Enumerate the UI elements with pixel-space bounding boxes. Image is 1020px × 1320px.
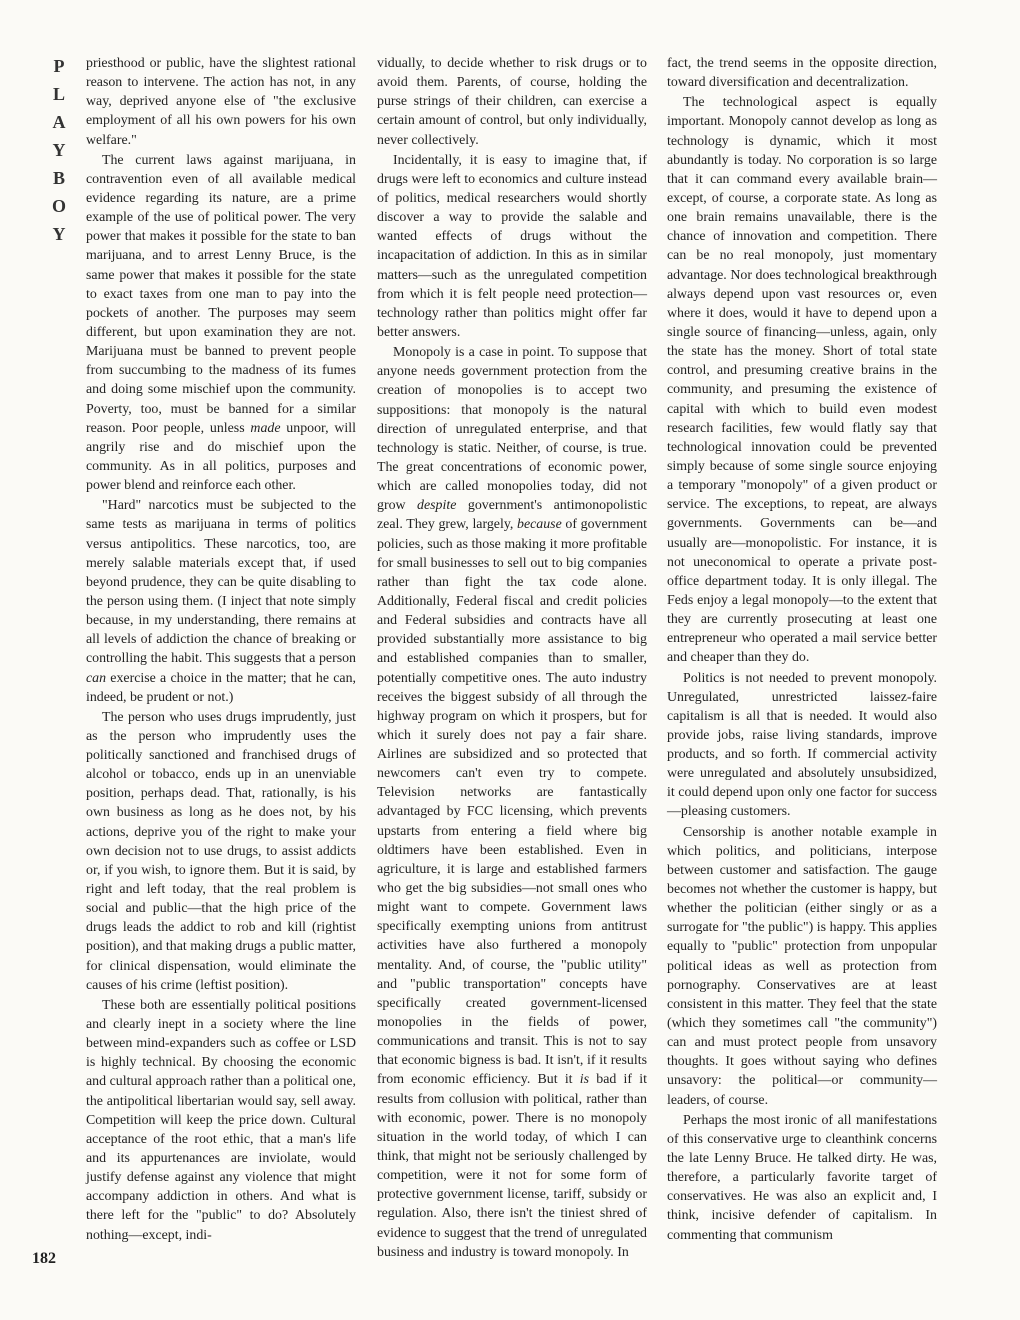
paragraph: The technological aspect is equally important. Monopoly cannot develop as long as technology is dynamic, which it most abundantly is today. No corporation is so large that it can command every available brain—except, of course, a corporate state. As long as one brain remains unavailable, there is the chance of innovation and competition. There can be no real monopoly, just momentary advantage. Nor does technological breakthrough always depend upon vast resources or, even where it does, would it have to depend upon a single source of financing—unless, again, only the state has the money. Short of total state control, and presuming creative brains in the community, and presuming the existence of capital with which to build even modest research facilities, few would flatly say that technological innovation could be prevented simply because of some single source enjoying a temporary "monopoly" of a given product or service. The exceptions, to repeat, are always governments. Governments can be—and usually are—monopolistic. For instance, it is not uneconomical to operate a private post-office department today. It is only illegal. The Feds enjoy a legal monopoly—to the extent that they are currently prosecuting at least one entrepreneur who operated a mail service better and cheaper than they do. [667, 95, 937, 666]
running-head-letter: Y [52, 224, 66, 244]
running-head-letter: O [51, 196, 66, 216]
paragraph: Monopoly is a case in point. To suppose that anyone needs government protection from the creation of monopolies is to accept two suppositions: that monopoly is the natural direction of unregulated enterprise, and that technology is static. Neither, of course, is true. The great concentrations of economic power, which are called monopolies today, did not grow despite government's antimonopolistic zeal. They grew, largely, because of government policies, such as those making it more profitable for small businesses to sell out to big companies rather than fight the tax code alone. Additionally, Federal fiscal and credit policies and Federal subsidies and contracts have all provided substantially more assistance to big and established companies than to smaller, potentially competitive ones. The auto industry receives the biggest subsidy of all through the highway program on which it prospers, but for which it surely does not pay a fair share. Airlines are subsidized and so protected that newcomers can't even try to compete. Television networks are fantastically advantaged by FCC licensing, which prevents upstarts from entering a field where big oldtimers have been established. Even in agriculture, it is large and established farmers who get the big subsidies—not small ones who might want to compete. Government laws specifically exempting unions from antitrust activities have also furthered a monopoly mentality. And, of course, the "public utility" and "public transportation" concepts have specifically created government-licensed monopolies in the fields of power, communications and transit. This is not to say that economic bigness is bad. It isn't, if it results from economic efficiency. But it is bad if it results from collusion with political, rather than with economic, power. There is no monopoly situation in the world today, of which I can think, that might not be seriously challenged by competition, were it not for some form of protective government license, tariff, subsidy or regulation. Also, there isn't the tiniest shred of evidence to suggest that the trend of unregulated business and industry is toward monopoly. In [377, 345, 647, 1260]
paragraph: "Hard" narcotics must be subjected to the same tests as marijuana in terms of politics versus antipolitics. These narcotics, too, are merely salable materials except that, if used beyond prudence, they can be quite disabling to the person using them. (I inject that note simply because, in my understanding, there remains at all levels of addiction the chance of breaking or controlling the habit. This suggests that a person can exercise a choice in the matter; that he can, indeed, be prudent or not.) [86, 498, 356, 705]
paragraph: The person who uses drugs imprudently, just as the person who imprudently uses the politically sanctioned and franchised drugs of alcohol or tobacco, ends up in an unenviable position, perhaps dead. That, rationally, is his own business as long as he does not, by his actions, deprive you of the right to make your own decision not to use drugs, to assist addicts or, if you wish, to ignore them. But it is said, by right and left today, that the real problem is social and public—that the high price of the drugs leads the addict to rob and kill (rightist position), and that making drugs a public matter, for clinical dispensation, would eliminate the causes of his crime (leftist position). [86, 709, 356, 993]
text-column-3 [667, 54, 937, 1245]
running-head-letter: L [52, 84, 65, 104]
running-head [48, 52, 70, 248]
text-column-1 [86, 54, 356, 1245]
emphasis: because [517, 517, 562, 533]
emphasis: is [579, 1072, 590, 1088]
paragraph: Censorship is another notable example in which politics, and politicians, interpose between customer and satisfaction. The gauge becomes not whether the customer is happy, but whether the politician (either singly or as a surrogate for "the public") is happy. This applies equally to "public" protection from unpopular political ideas as well as protection from pornography. Conservatives are at least consistent in this matter. They feel that the state (which they sometimes call "the community") can and must protect people from unsavory thoughts. It goes without saying who defines unsavory: the political—or community—leaders, of course. [667, 824, 937, 1108]
text-column-2 [377, 54, 647, 1262]
running-head-letter: Y [52, 140, 66, 160]
paragraph: vidually, to decide whether to risk drugs or to avoid them. Parents, of course, holding the purse strings of their children, can exercise a certain amount of control, but only individually, never collectively. [377, 56, 647, 148]
running-head-letter: A [52, 112, 66, 132]
emphasis: despite [417, 498, 457, 514]
running-head-letter: B [52, 168, 65, 188]
emphasis: made [250, 420, 281, 436]
paragraph: Politics is not needed to prevent monopoly. Unregulated, unrestricted laissez-faire capitalism is all that is needed. It would also provide jobs, raise living standards, improve products, and so forth. If commercial activity were unregulated and absolutely unsubsidized, it could depend upon only one factor for success—pleasing customers. [667, 670, 937, 820]
emphasis: can [86, 670, 107, 686]
running-head-letter: P [53, 56, 65, 76]
paragraph: The current laws against marijuana, in contravention even of all available medical evidence regarding its nature, are a prime example of the use of political power. The very power that makes it possible for the state to ban marijuana, and to arrest Lenny Bruce, is the same power that makes it possible for the state to exact taxes from one man to pay into the pockets of another. The purposes may seem different, but upon examination they are not. Marijuana must be banned to prevent people from succumbing to the madness of its fumes and doing some mischief upon the community. Poverty, too, must be banned for a similar reason. Poor people, unless made unpoor, will angrily rise and do mischief upon the community. As in all politics, purposes and power blend and reinforce each other. [86, 152, 356, 494]
paragraph: priesthood or public, have the slightest rational reason to intervene. The action has not, in any way, deprived anyone else of "the exclusive employment of all his own powers for his own welfare." [86, 56, 356, 148]
paragraph: Incidentally, it is easy to imagine that, if drugs were left to economics and culture instead of politics, medical researchers would shortly discover a way to provide the salable and wanted effects of drugs without the incapacitation of addiction. In this as in similar matters—such as the unregulated competition from which it is felt people need protection—technology rather than politics might offer far better answers. [377, 152, 647, 340]
page-number: 182 [32, 1250, 56, 1267]
paragraph: Perhaps the most ironic of all manifestations of this conservative urge to cleanthink concerns the late Lenny Bruce. He talked dirty. He was, therefore, a particularly favorite target of conservatives. He was also an explicit and, I think, incisive defender of capitalism. In commenting that communism [667, 1112, 937, 1243]
paragraph: fact, the trend seems in the opposite direction, toward diversification and decentralization. [667, 56, 937, 91]
paragraph: These both are essentially political positions and clearly inept in a society where the line between mind-expanders such as coffee or LSD is highly technical. By choosing the economic and cultural approach rather than a political one, the antipolitical libertarian would say, sell away. Competition will keep the price down. Cultural acceptance of the root ethic, that a man's life and its appurtenances are inviolate, would justify defense against any violence that might accompany addiction in others. And what is there left for the "public" to do? Absolutely nothing—except, indi- [86, 997, 356, 1243]
